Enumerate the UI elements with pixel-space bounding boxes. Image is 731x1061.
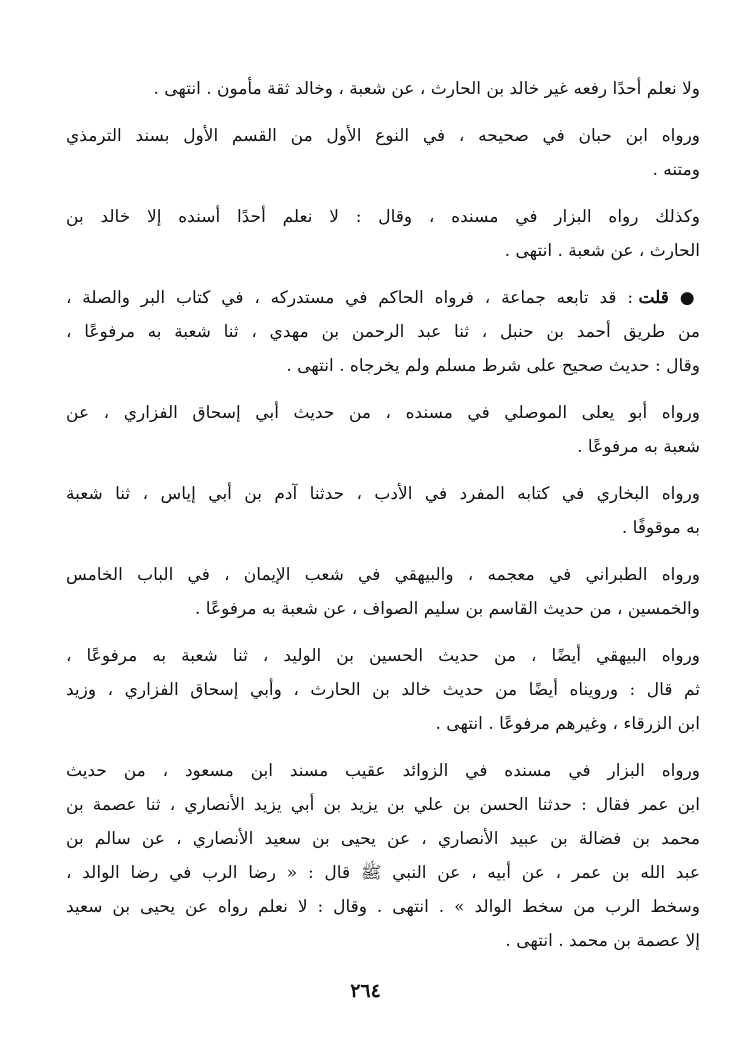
text-line: ورواه ابن حبان في صحيحه ، في النوع الأول من القسم الأول بسند الترمذي — [66, 126, 700, 146]
text-line: ثم قال : ورويناه أيضًا من حديث خالد بن الحارث ، وأبي إسحاق الفزاري ، وزيد — [66, 680, 700, 700]
text-line: ولا نعلم أحدًا رفعه غير خالد بن الحارث ، عن شعبة ، وخالد ثقة مأمون . انتهى . — [153, 79, 700, 99]
text-span: : قد تابعه جماعة ، فرواه الحاكم في مستدركه ، في كتاب البر والصلة ، — [66, 288, 639, 308]
text-line: وكذلك رواه البزار في مسنده ، وقال : لا نعلم أحدًا أسنده إلا خالد بن — [66, 207, 700, 227]
text-line: ورواه الطبراني في معجمه ، والبيهقي في شعب الإيمان ، في الباب الخامس — [66, 565, 700, 585]
paragraph-4 — [66, 281, 700, 383]
text-line: ورواه البيهقي أيضًا ، من حديث الحسين بن الوليد ، ثنا شعبة به مرفوعًا ، — [66, 646, 700, 666]
text-line: ورواه أبو يعلى الموصلي في مسنده ، من حديث أبي إسحاق الفزاري ، عن — [66, 403, 700, 423]
paragraph-6 — [66, 477, 700, 545]
text-line: وسخط الرب من سخط الوالد » . انتهى . وقال : لا نعلم رواه عن يحيى بن سعيد — [66, 897, 700, 917]
text-line: وقال : حديث صحيح على شرط مسلم ولم يخرجاه . انتهى . — [286, 356, 700, 376]
paragraph-8 — [66, 639, 700, 741]
text-line: محمد بن فضالة بن عبيد الأنصاري ، عن يحيى بن سعيد الأنصاري ، عن سالم بن — [66, 829, 700, 849]
keyword-qultu: قلت — [638, 288, 669, 308]
text-line: من طريق أحمد بن حنبل ، ثنا عبد الرحمن بن مهدي ، ثنا شعبة به مرفوعًا ، — [66, 322, 700, 342]
text-line: شعبة به مرفوعًا . — [577, 437, 700, 457]
text-line: ابن الزرقاء ، وغيرهم مرفوعًا . انتهى . — [435, 714, 700, 734]
text-line: به موقوفًا . — [621, 518, 700, 538]
text-line: ومتنه . — [652, 160, 700, 180]
paragraph-7 — [66, 558, 700, 626]
text-line: ابن عمر فقال : حدثنا الحسن بن علي بن يزيد بن أبي يزيد الأنصاري ، ثنا عصمة بن — [66, 795, 700, 815]
text-line: ورواه البخاري في كتابه المفرد في الأدب ، حدثنا آدم بن أبي إياس ، ثنا شعبة — [66, 484, 700, 504]
text-line: عبد الله بن عمر ، عن أبيه ، عن النبي ﷺ قال : « رضا الرب في رضا الوالد ، — [66, 863, 700, 883]
bullet-icon: ● — [679, 288, 700, 308]
paragraph-1 — [66, 72, 700, 106]
text-line: ورواه البزار في مسنده في الزوائد عقيب مسند ابن مسعود ، من حديث — [66, 761, 700, 781]
text-line: إلا عصمة بن محمد . انتهى . — [505, 931, 700, 951]
text-line: والخمسين ، من حديث القاسم بن سليم الصواف ، عن شعبة به مرفوعًا . — [194, 599, 700, 619]
page-body — [66, 72, 700, 971]
text-line: الحارث ، عن شعبة . انتهى . — [504, 241, 700, 261]
text-line — [66, 281, 700, 315]
paragraph-5 — [66, 396, 700, 464]
paragraph-9 — [66, 754, 700, 958]
paragraph-3 — [66, 200, 700, 268]
paragraph-2 — [66, 119, 700, 187]
page-number: ٢٦٤ — [350, 980, 381, 1002]
